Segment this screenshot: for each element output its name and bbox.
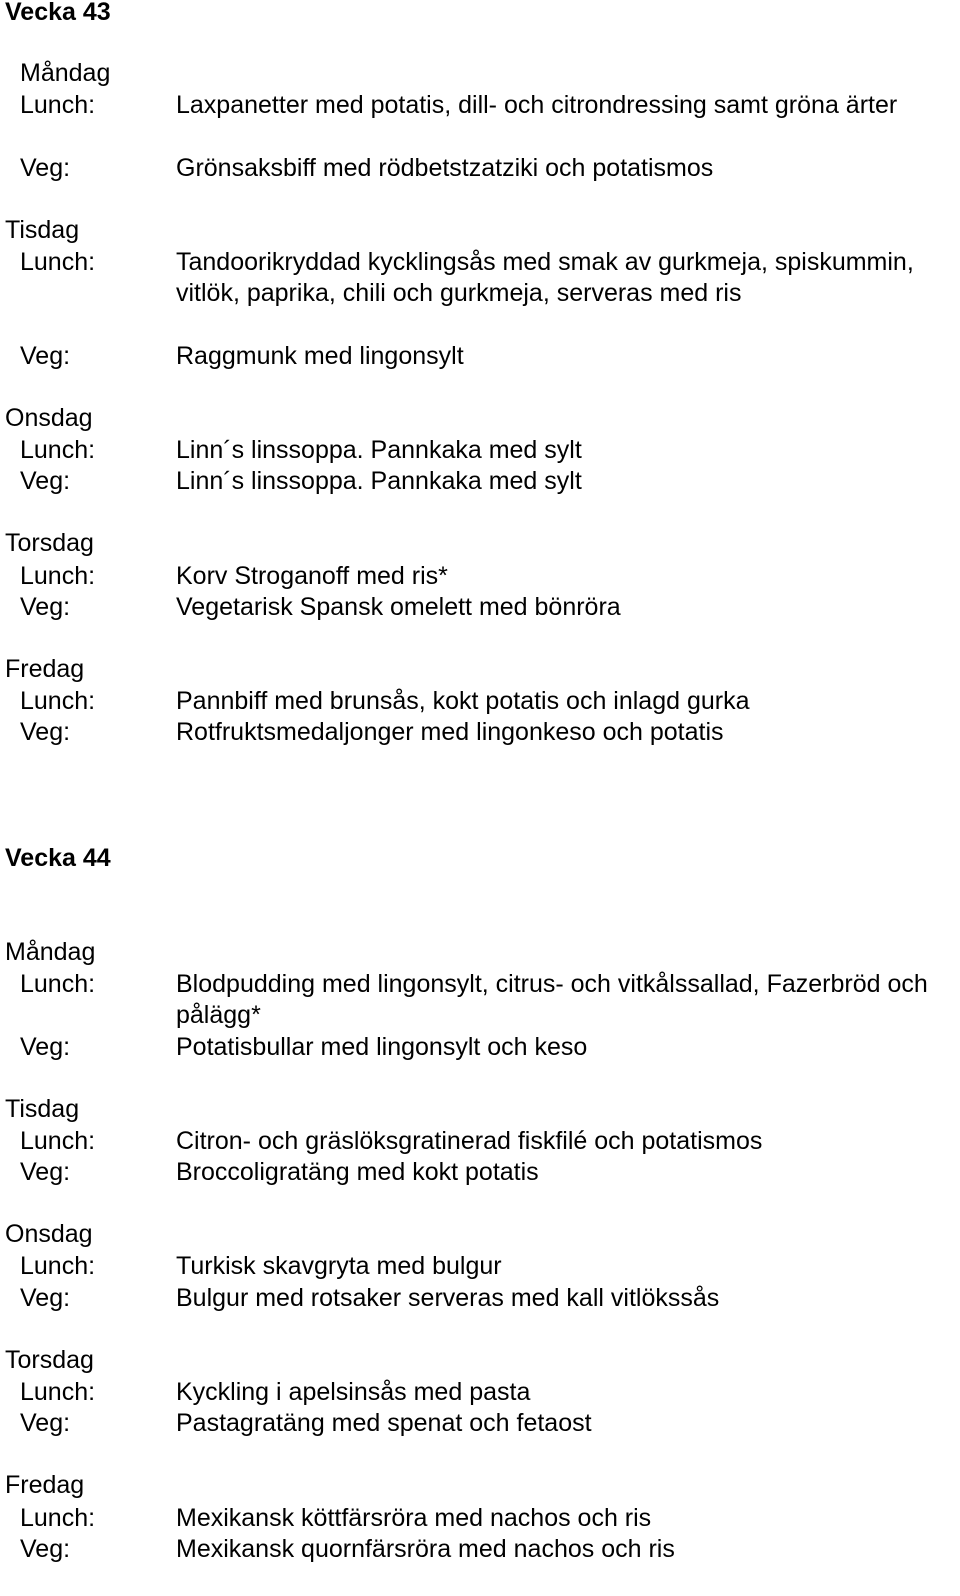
veg-dish: Raggmunk med lingonsylt: [176, 342, 464, 370]
veg-label: Veg:: [20, 154, 71, 182]
veg-dish: Pastagratäng med spenat och fetaost: [176, 1409, 592, 1437]
lunch-label: Lunch:: [20, 436, 96, 464]
lunch-label: Lunch:: [20, 1378, 96, 1406]
lunch-dish: Linn´s linssoppa. Pannkaka med sylt: [176, 436, 582, 464]
veg-dish: Potatisbullar med lingonsylt och keso: [176, 1033, 588, 1061]
lunch-dish: Kyckling i apelsinsås med pasta: [176, 1378, 531, 1406]
day-name: Fredag: [5, 655, 85, 683]
lunch-label: Lunch:: [20, 1252, 96, 1280]
day-name: Tisdag: [5, 1095, 80, 1123]
veg-label: Veg:: [20, 1284, 71, 1312]
day-name: Torsdag: [5, 1346, 94, 1374]
veg-label: Veg:: [20, 593, 71, 621]
lunch-dish: Pannbiff med brunsås, kokt potatis och inlagd gurka: [176, 687, 750, 715]
lunch-label: Lunch:: [20, 687, 96, 715]
day-name: Fredag: [5, 1471, 85, 1499]
lunch-label: Lunch:: [20, 91, 96, 119]
veg-label: Veg:: [20, 718, 71, 746]
lunch-label: Lunch:: [20, 970, 96, 998]
week-title: Vecka 44: [5, 844, 111, 872]
day-name: Torsdag: [5, 529, 94, 557]
veg-dish: Grönsaksbiff med rödbetstzatziki och potatismos: [176, 154, 714, 182]
day-name: Onsdag: [5, 1220, 93, 1248]
veg-dish: Linn´s linssoppa. Pannkaka med sylt: [176, 467, 582, 495]
veg-dish: Rotfruktsmedaljonger med lingonkeso och potatis: [176, 718, 724, 746]
day-name: Tisdag: [5, 216, 80, 244]
lunch-dish: Citron- och gräslöksgratinerad fiskfilé och potatismos: [176, 1127, 763, 1155]
lunch-dish: Korv Stroganoff med ris*: [176, 562, 448, 590]
day-name: Måndag: [20, 59, 111, 87]
day-name: Måndag: [5, 938, 96, 966]
lunch-dish: Mexikansk köttfärsröra med nachos och ris: [176, 1504, 652, 1532]
lunch-dish: Laxpanetter med potatis, dill- och citrondressing samt gröna ärter: [176, 91, 898, 119]
veg-label: Veg:: [20, 467, 71, 495]
veg-dish: Vegetarisk Spansk omelett med bönröra: [176, 593, 621, 621]
veg-label: Veg:: [20, 342, 71, 370]
lunch-dish: Turkisk skavgryta med bulgur: [176, 1252, 502, 1280]
lunch-label: Lunch:: [20, 1504, 96, 1532]
lunch-label: Lunch:: [20, 562, 96, 590]
veg-dish: Broccoligratäng med kokt potatis: [176, 1158, 539, 1186]
lunch-dish: Tandoorikryddad kycklingsås med smak av gurkmeja, spiskummin, vitlök, paprika, chili och gurkmeja, serveras med ris: [176, 248, 914, 308]
veg-label: Veg:: [20, 1409, 71, 1437]
week-title: Vecka 43: [5, 0, 111, 26]
veg-dish: Bulgur med rotsaker serveras med kall vitlökssås: [176, 1284, 720, 1312]
veg-dish: Mexikansk quornfärsröra med nachos och ris: [176, 1535, 675, 1563]
veg-label: Veg:: [20, 1158, 71, 1186]
day-name: Onsdag: [5, 404, 93, 432]
lunch-label: Lunch:: [20, 248, 96, 276]
lunch-label: Lunch:: [20, 1127, 96, 1155]
veg-label: Veg:: [20, 1033, 71, 1061]
veg-label: Veg:: [20, 1535, 71, 1563]
lunch-dish: Blodpudding med lingonsylt, citrus- och vitkålssallad, Fazerbröd och pålägg*: [176, 970, 928, 1030]
